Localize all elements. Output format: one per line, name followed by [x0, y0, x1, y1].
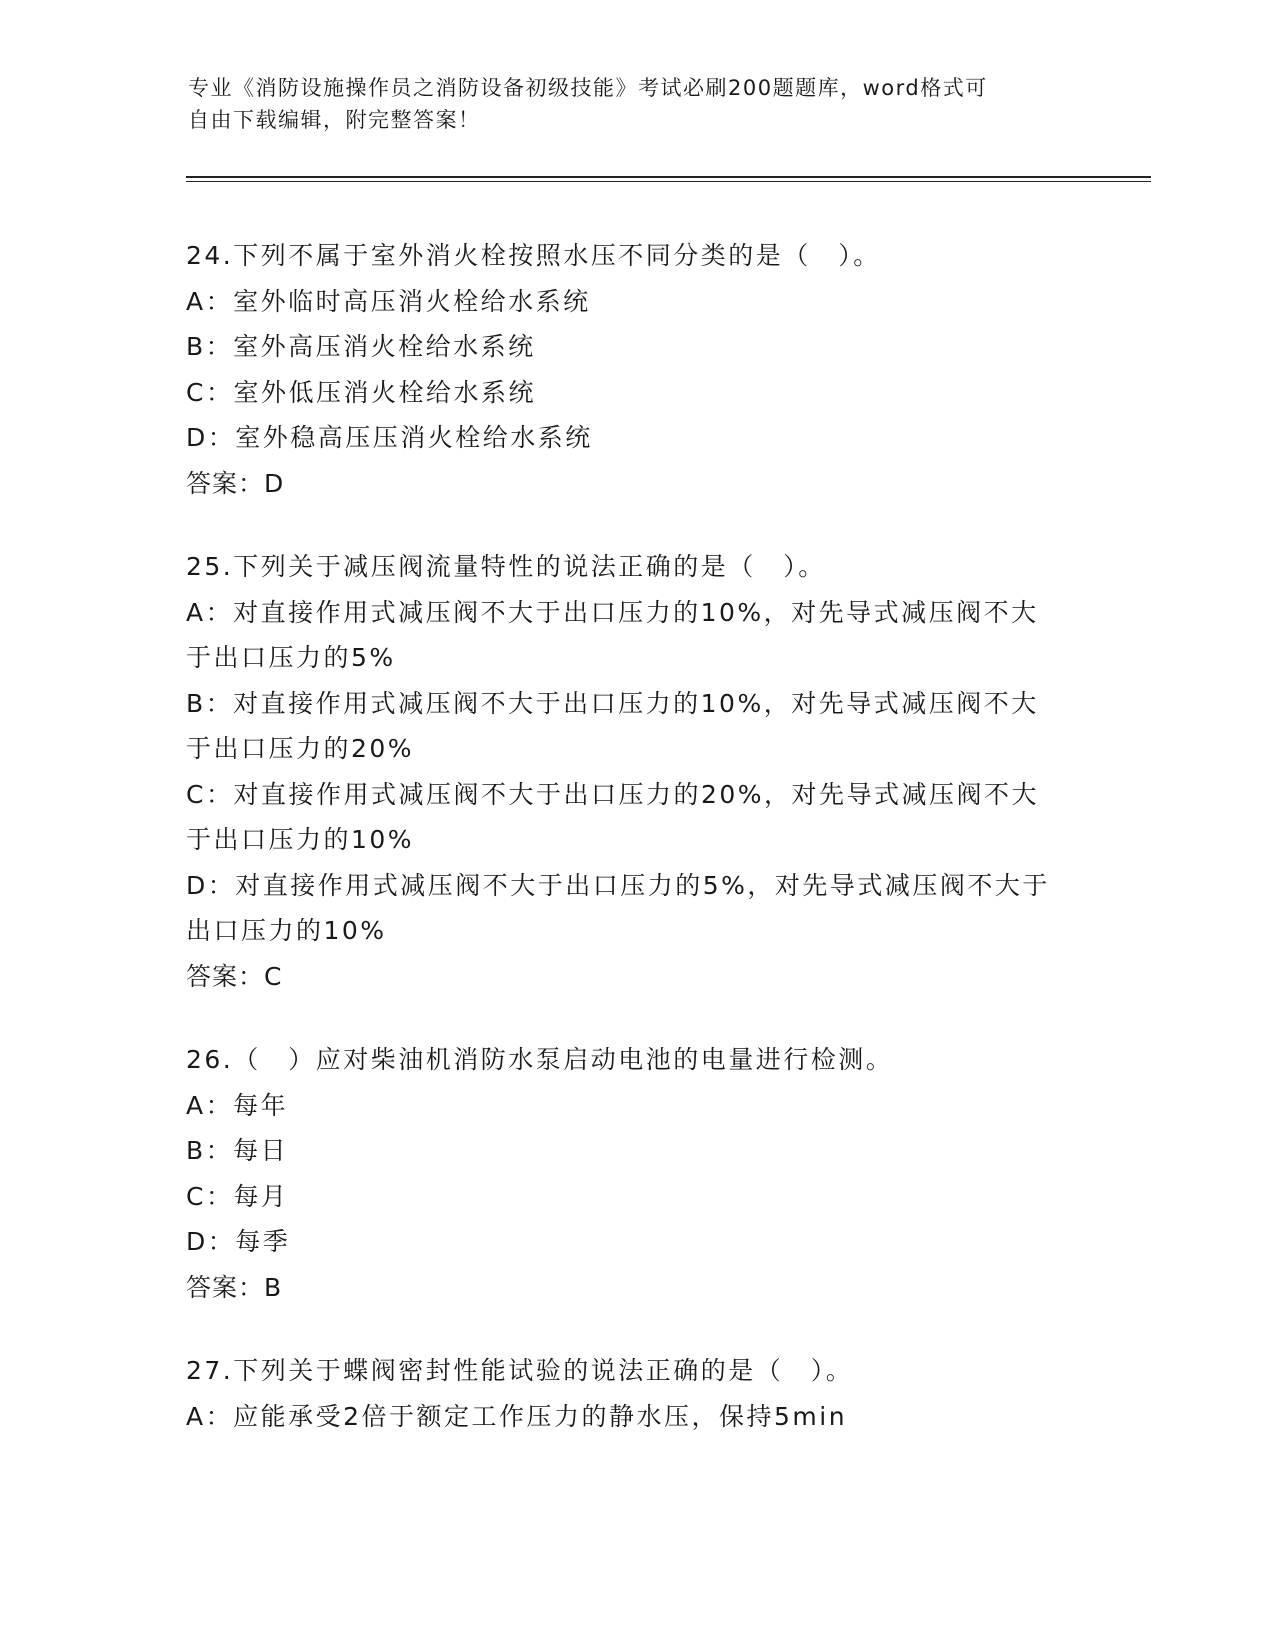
option-d-continued: 出口压力的10%: [186, 916, 387, 945]
option-a-continued: 于出口压力的5%: [186, 643, 396, 672]
option-a: A：对直接作用式减压阀不大于出口压力的10%，对先导式减压阀不大: [186, 597, 1039, 627]
option-d: D：室外稳高压压消火栓给水系统: [186, 423, 593, 452]
option-c: C：每月: [186, 1181, 289, 1211]
option-b: B：每日: [186, 1136, 289, 1165]
option-d: D：对直接作用式减压阀不大于出口压力的5%，对先导式减压阀不大于: [186, 870, 1050, 900]
answer-label: 答案：C: [186, 961, 283, 991]
question-25: [186, 544, 1086, 999]
option-a: A：每年: [186, 1090, 289, 1120]
option-b: B：室外高压消火栓给水系统: [186, 332, 536, 361]
header-divider-thin: [186, 181, 1151, 182]
header-title-line-1: 专业《消防设施操作员之消防设备初级技能》考试必刷200题题库，word格式可: [188, 76, 988, 100]
question-24: [186, 233, 1086, 506]
option-c: C：室外低压消火栓给水系统: [186, 377, 536, 407]
question-stem: 26.（ ）应对柴油机消防水泵启动电池的电量进行检测。: [186, 1045, 894, 1074]
option-b-continued: 于出口压力的20%: [186, 734, 415, 763]
answer-label: 答案：D: [186, 468, 285, 498]
header-divider-thick: [186, 176, 1151, 178]
document-header: [188, 72, 1068, 136]
question-stem: 25.下列关于减压阀流量特性的说法正确的是（ ）。: [186, 552, 826, 581]
question-list: [186, 233, 1086, 1477]
option-b: B：对直接作用式减压阀不大于出口压力的10%，对先导式减压阀不大: [186, 688, 1039, 718]
question-stem: 27.下列关于蝶阀密封性能试验的说法正确的是（ ）。: [186, 1356, 854, 1385]
option-d: D：每季: [186, 1227, 291, 1256]
question-27: [186, 1348, 1086, 1439]
option-a: A：应能承受2倍于额定工作压力的静水压，保持5min: [186, 1401, 848, 1431]
option-c-continued: 于出口压力的10%: [186, 825, 415, 854]
question-stem: 24.下列不属于室外消火栓按照水压不同分类的是（ ）。: [186, 241, 881, 270]
option-a: A：室外临时高压消火栓给水系统: [186, 286, 591, 316]
answer-label: 答案：B: [186, 1272, 283, 1302]
question-26: [186, 1037, 1086, 1310]
header-title-line-2: 自由下载编辑，附完整答案！: [188, 108, 481, 132]
option-c: C：对直接作用式减压阀不大于出口压力的20%，对先导式减压阀不大: [186, 779, 1040, 809]
